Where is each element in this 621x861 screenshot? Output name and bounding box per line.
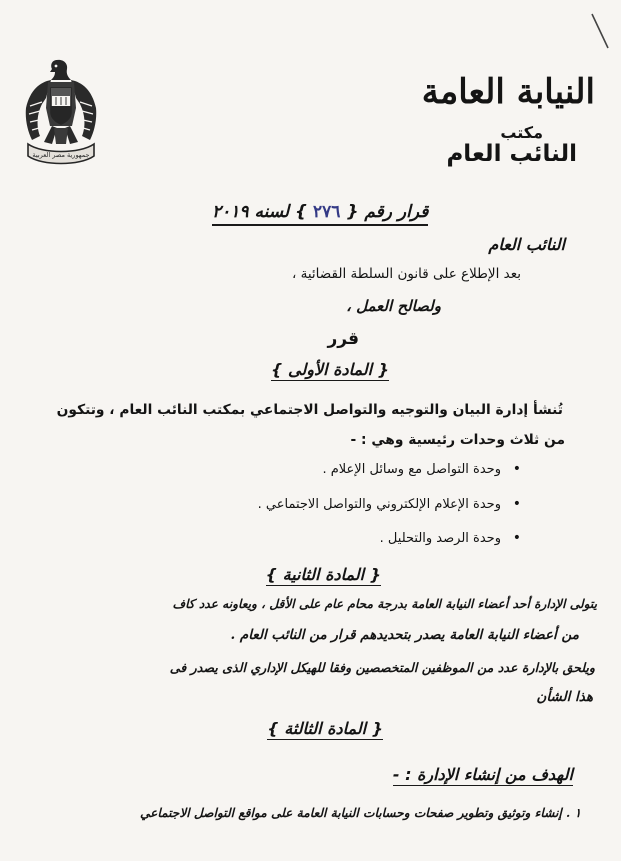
article-2-heading: { المادة الثانية }	[265, 565, 381, 584]
article-3-heading: { المادة الثالثة }	[267, 719, 383, 738]
pen-stroke-mark	[586, 8, 616, 58]
unit-list-item: وحدة الإعلام الإلكتروني والتواصل الاجتماعي . •	[258, 497, 501, 512]
office-name: النائب العام	[446, 141, 577, 167]
goal-heading: الهدف من إنشاء الإدارة : -	[392, 765, 573, 784]
preamble-work-line: ولصالح العمل ،	[346, 297, 441, 315]
article-3-item-1: ١ . إنشاء وتوثيق وتطوير صفحات وحسابات النيابة العامة على مواقع التواصل الاجتماعي	[139, 806, 581, 820]
decreed-label: قرر	[327, 329, 359, 349]
article-1-line-1: تُنشأ إدارة البيان والتوجيه والتواصل الاجتماعي بمكتب النائب العام ، وتتكون	[56, 402, 563, 418]
article-1-heading: { المادة الأولى }	[271, 360, 389, 379]
article-2-line-4: هذا الشأن	[536, 689, 593, 705]
article-2-line-1: يتولى الإدارة أحد أعضاء النيابة العامة بدرجة محام عام على الأقل ، ويعاونه عدد كاف	[172, 597, 597, 611]
decision-number-line	[212, 202, 428, 226]
office-subtitle: مكتب	[500, 123, 543, 142]
decision-number: ٢٧٦	[312, 202, 341, 222]
preamble-review-line: بعد الإطلاع على قانون السلطة القضائية ،	[291, 266, 521, 282]
article-1-line-2: من ثلاث وحدات رئيسية وهي : -	[350, 432, 565, 448]
unit-list-item: وحدة الرصد والتحليل . •	[380, 531, 501, 546]
emblem-caption: جمهورية مصر العربية	[32, 151, 90, 159]
unit-list-item: وحدة التواصل مع وسائل الإعلام . •	[322, 462, 501, 477]
office-title: النيابة العامة	[421, 72, 595, 112]
decision-suffix: } لسنه ٢٠١٩	[212, 202, 308, 222]
authority-title: النائب العام	[488, 235, 565, 254]
decision-prefix: قرار رقم {	[346, 202, 429, 222]
eagle-emblem-icon	[24, 56, 98, 168]
article-2-line-3: ويلحق بالإدارة عدد من الموظفين المتخصصين وفقا للهيكل الإداري الذى يصدر فى	[169, 660, 595, 675]
article-2-line-2: من أعضاء النيابة العامة يصدر بتحديدهم قرار من النائب العام .	[230, 627, 579, 643]
